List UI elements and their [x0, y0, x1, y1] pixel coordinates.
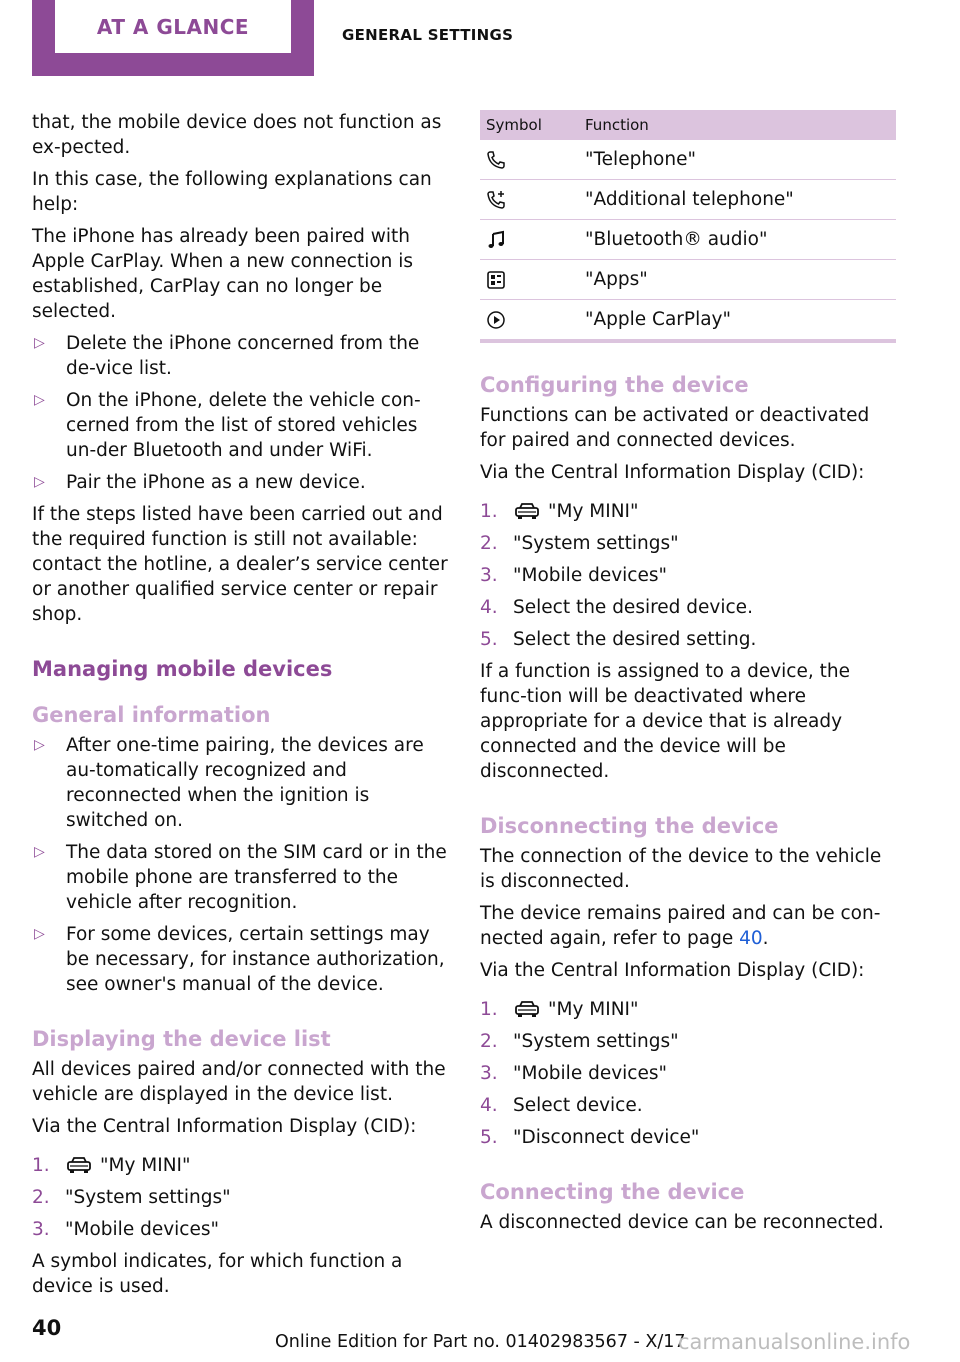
paragraph: that, the mobile device does not function as ex‐pected.: [32, 112, 442, 158]
step-item: [480, 1061, 896, 1086]
heading-general-information: General information: [32, 703, 271, 727]
step-number: 2.: [480, 1031, 498, 1052]
table-row: [480, 300, 896, 342]
symbol-cell: [480, 220, 579, 260]
step-item: [480, 1029, 896, 1054]
symbol-cell: [480, 300, 579, 342]
page-reference-link[interactable]: 40: [739, 928, 763, 949]
step-item: [32, 1185, 448, 1210]
step-item: [32, 1217, 448, 1242]
list-item-text: The data stored on the SIM card or in the mobile phone are transferred to the vehicle after recognition.: [66, 842, 447, 913]
triangle-bullet-icon: ▷: [34, 392, 45, 408]
step-text: "My MINI": [548, 501, 639, 522]
watermark: carmanualsonline.info: [678, 1330, 911, 1354]
step-text: "System settings": [513, 1031, 679, 1052]
car-icon: [66, 1156, 92, 1174]
step-list: [480, 499, 896, 652]
function-cell: "Bluetooth® audio": [579, 220, 896, 260]
paragraph: If the steps listed have been carried out and the required function is still not available: contact the hotline, a dealer’s service center or another qualified service center or repair shop.: [32, 504, 448, 625]
triangle-bullet-icon: ▷: [34, 926, 45, 942]
list-item: [32, 388, 448, 463]
step-text: "Mobile devices": [513, 565, 667, 586]
step-text: "Disconnect device": [513, 1127, 700, 1148]
table-header-row: [480, 110, 896, 140]
step-text: "System settings": [65, 1187, 231, 1208]
list-item-text: For some devices, certain settings may be necessary, for instance authorization, see owner's manual of the device.: [66, 924, 445, 995]
heading-disconnecting-device: Disconnecting the device: [480, 814, 779, 838]
paragraph: A disconnected device can be reconnected.: [480, 1212, 884, 1233]
symbol-table: [480, 110, 896, 343]
music-note-icon: [486, 230, 506, 250]
car-icon: [514, 1000, 540, 1018]
paragraph: The connection of the device to the vehicle is disconnected.: [480, 846, 882, 892]
list-item-text: Pair the iPhone as a new device.: [66, 472, 366, 493]
step-list: [32, 1153, 448, 1242]
symbol-cell: [480, 140, 579, 180]
step-number: 5.: [480, 1127, 498, 1148]
paragraph: [480, 901, 896, 951]
triangle-bullet-icon: ▷: [34, 335, 45, 351]
paragraph: If a function is assigned to a device, the func‐tion will be deactivated where appropriate for a device that is already connected and the device will be disconnected.: [480, 661, 850, 782]
list-item-text: On the iPhone, delete the vehicle con‐cerned from the list of stored vehicles un‐der Bluetooth and under WiFi.: [66, 390, 421, 461]
paragraph: A symbol indicates, for which function a device is used.: [32, 1251, 403, 1297]
table-row: [480, 220, 896, 260]
car-icon: [514, 502, 540, 520]
step-number: 5.: [480, 629, 498, 650]
list-item: [32, 922, 448, 997]
function-cell: "Additional telephone": [579, 180, 896, 220]
apps-icon: [486, 270, 506, 290]
table-row: [480, 180, 896, 220]
paragraph: The iPhone has already been paired with Apple CarPlay. When a new connection is established, CarPlay can no longer be selected.: [32, 226, 414, 322]
heading-displaying-device-list: Displaying the device list: [32, 1027, 331, 1051]
step-item: [480, 1093, 896, 1118]
step-item: [480, 531, 896, 556]
right-column: [480, 110, 896, 1242]
step-number: 2.: [480, 533, 498, 554]
paragraph-text: The device remains paired and can be con‐nected again, refer to page: [480, 903, 881, 949]
step-number: 1.: [480, 501, 498, 522]
step-text: Select the desired device.: [513, 597, 753, 618]
step-number: 3.: [480, 565, 498, 586]
triangle-bullet-icon: ▷: [34, 737, 45, 753]
column-header-function: Function: [579, 110, 896, 140]
list-item: [32, 470, 448, 495]
function-cell: "Apple CarPlay": [579, 300, 896, 342]
symbol-cell: [480, 180, 579, 220]
step-text: Select device.: [513, 1095, 643, 1116]
step-number: 3.: [480, 1063, 498, 1084]
section-title: GENERAL SETTINGS: [342, 26, 514, 44]
additional-telephone-icon: [486, 190, 506, 210]
paragraph: Via the Central Information Display (CID):: [480, 462, 865, 483]
list-item-text: After one-time pairing, the devices are au‐tomatically recognized and reconnected when the ignition is switched on.: [66, 735, 424, 831]
step-text: Select the desired setting.: [513, 629, 757, 650]
triangle-bullet-icon: ▷: [34, 844, 45, 860]
edition-note: Online Edition for Part no. 01402983567 - X/17: [275, 1332, 686, 1352]
step-item: [480, 563, 896, 588]
bullet-list: [32, 733, 448, 997]
function-cell: "Apps": [579, 260, 896, 300]
paragraph: Via the Central Information Display (CID):: [480, 960, 865, 981]
step-item: [480, 627, 896, 652]
bullet-list: [32, 331, 448, 495]
paragraph: All devices paired and/or connected with the vehicle are displayed in the device list.: [32, 1059, 446, 1105]
step-item: [480, 499, 896, 524]
list-item: [32, 331, 448, 381]
step-number: 4.: [480, 597, 498, 618]
step-item: [480, 997, 896, 1022]
left-column: [32, 110, 448, 1306]
step-text: "System settings": [513, 533, 679, 554]
heading-connecting-device: Connecting the device: [480, 1180, 745, 1204]
tab-at-a-glance[interactable]: AT A GLANCE: [55, 0, 291, 53]
step-text: "My MINI": [100, 1155, 191, 1176]
symbol-cell: [480, 260, 579, 300]
list-item: [32, 733, 448, 833]
step-number: 3.: [32, 1219, 50, 1240]
step-text: "Mobile devices": [513, 1063, 667, 1084]
step-item: [32, 1153, 448, 1178]
paragraph: Via the Central Information Display (CID):: [32, 1116, 417, 1137]
paragraph-text: .: [762, 928, 769, 949]
telephone-icon: [486, 150, 506, 170]
heading-configuring-device: Configuring the device: [480, 373, 749, 397]
step-number: 1.: [480, 999, 498, 1020]
step-text: "Mobile devices": [65, 1219, 219, 1240]
carplay-icon: [486, 310, 506, 330]
function-cell: "Telephone": [585, 149, 696, 170]
list-item-text: Delete the iPhone concerned from the de‐vice list.: [66, 333, 420, 379]
step-number: 4.: [480, 1095, 498, 1116]
table-row: [480, 140, 896, 180]
step-text: "My MINI": [548, 999, 639, 1020]
step-item: [480, 595, 896, 620]
paragraph: In this case, the following explanations can help:: [32, 169, 432, 215]
column-header-symbol: Symbol: [480, 110, 579, 140]
heading-managing-mobile-devices: Managing mobile devices: [32, 657, 333, 681]
step-number: 2.: [32, 1187, 50, 1208]
step-list: [480, 997, 896, 1150]
list-item: [32, 840, 448, 915]
page-number: 40: [32, 1316, 62, 1340]
step-number: 1.: [32, 1155, 50, 1176]
paragraph: Functions can be activated or deactivated for paired and connected devices.: [480, 405, 870, 451]
step-item: [480, 1125, 896, 1150]
table-row: [480, 260, 896, 300]
triangle-bullet-icon: ▷: [34, 474, 45, 490]
